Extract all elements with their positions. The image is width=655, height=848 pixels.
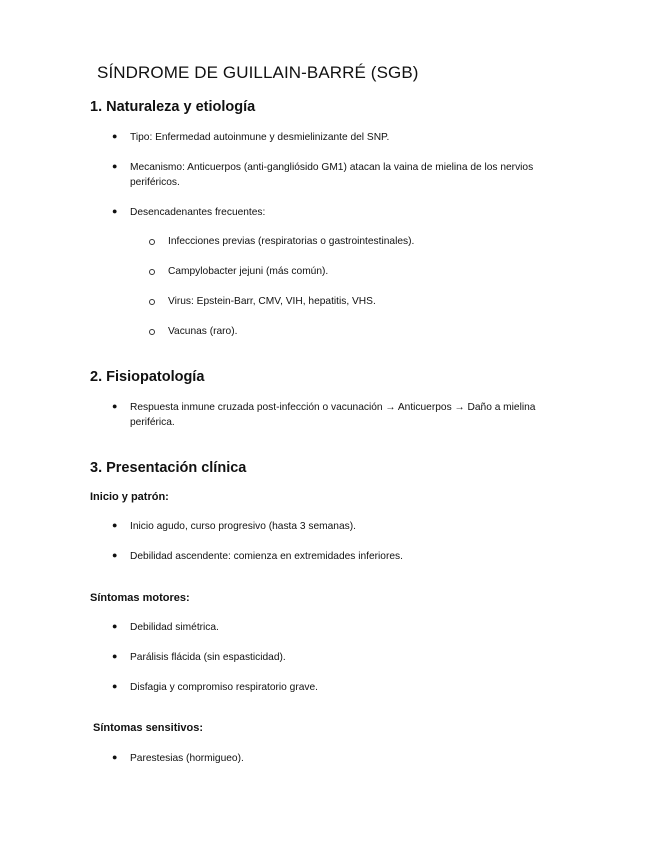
subheading-inicio: Inicio y patrón:	[90, 491, 169, 503]
page-title: SÍNDROME DE GUILLAIN-BARRÉ (SGB)	[97, 63, 419, 82]
bullet-icon: ●	[112, 161, 118, 171]
subheading-sensitivos: Síntomas sensitivos:	[93, 722, 204, 734]
bullet-icon: ●	[112, 681, 118, 691]
section-heading-naturaleza: 1. Naturaleza y etiología	[90, 99, 256, 115]
bullet-icon: ●	[112, 651, 118, 661]
sub-bullet-icon	[149, 329, 155, 335]
sub-bullet-icon	[149, 269, 155, 275]
list-item: Respuesta inmune cruzada post-infección o vacunación → Anticuerpos → Daño a mielina periférica.	[130, 402, 536, 428]
list-item: Mecanismo: Anticuerpos (anti-gangliósido GM1) atacan la vaina de mielina de los nervios periféricos.	[130, 162, 534, 188]
list-item: Desencadenantes frecuentes:	[130, 207, 266, 218]
bullet-icon: ●	[112, 621, 118, 631]
list-item: Inicio agudo, curso progresivo (hasta 3 semanas).	[130, 521, 356, 532]
list-item: Parálisis flácida (sin espasticidad).	[130, 652, 286, 663]
section-heading-presentacion: 3. Presentación clínica	[90, 460, 247, 476]
sub-list-item: Virus: Epstein-Barr, CMV, VIH, hepatitis, VHS.	[168, 296, 376, 307]
section-heading-fisiopatologia: 2. Fisiopatología	[90, 369, 205, 385]
list-item: Debilidad ascendente: comienza en extremidades inferiores.	[130, 551, 403, 562]
bullet-icon: ●	[112, 550, 118, 560]
list-item: Tipo: Enfermedad autoinmune y desmielinizante del SNP.	[130, 132, 390, 143]
bullet-icon: ●	[112, 131, 118, 141]
bullet-icon: ●	[112, 520, 118, 530]
list-item: Parestesias (hormigueo).	[130, 753, 244, 764]
bullet-icon: ●	[112, 206, 118, 216]
subheading-motores: Síntomas motores:	[90, 592, 190, 604]
sub-list-item: Campylobacter jejuni (más común).	[168, 266, 329, 277]
list-item: Debilidad simétrica.	[130, 622, 219, 633]
sub-bullet-icon	[149, 299, 155, 305]
bullet-icon: ●	[112, 401, 118, 411]
sub-list-item: Infecciones previas (respiratorias o gastrointestinales).	[168, 236, 415, 247]
bullet-icon: ●	[112, 752, 118, 762]
sub-list-item: Vacunas (raro).	[168, 326, 238, 337]
list-item: Disfagia y compromiso respiratorio grave.	[130, 682, 318, 693]
sub-bullet-icon	[149, 239, 155, 245]
